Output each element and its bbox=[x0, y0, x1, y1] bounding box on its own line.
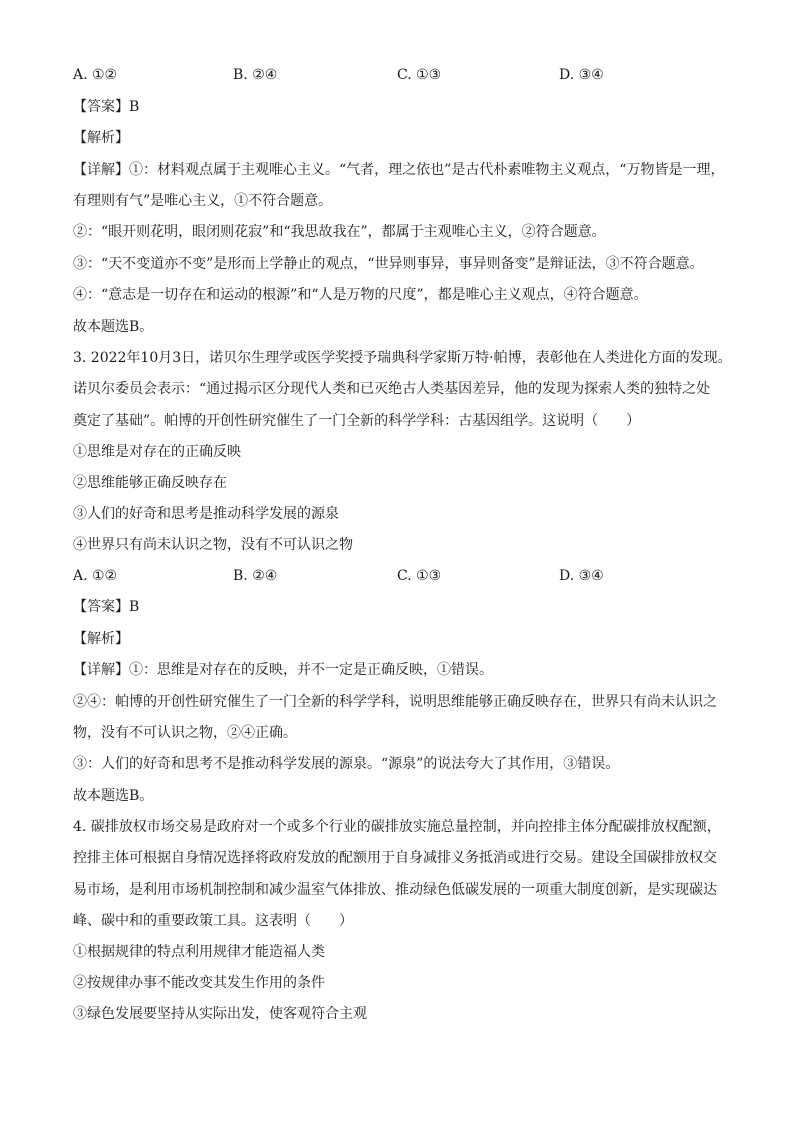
q3-analysis-heading: 【解析】 bbox=[73, 631, 129, 647]
q4-statement: ②按规律办事不能改变其发生作用的条件 bbox=[73, 975, 325, 991]
q3-statement: ④世界只有尚未认识之物，没有不可认识之物 bbox=[73, 537, 353, 553]
q4-stem-line: 峰、碳中和的重要政策工具。这表明（ ） bbox=[73, 913, 353, 929]
q2-detail-line: ③：“天不变道亦不变”是形而上学静止的观点，“世异则事异，事异则备变”是辩证法，③不符合题意。 bbox=[73, 256, 704, 272]
q3-stem-line: 奠定了基础”。帕博的开创性研究催生了一门全新的科学学科：古基因组学。这说明（ ） bbox=[73, 413, 641, 429]
q3-option-a: A. ①② bbox=[73, 568, 118, 584]
q2-detail-line: 有理则有气”是唯心主义，①不符合题意。 bbox=[73, 193, 333, 209]
q2-option-a: A. ①② bbox=[73, 67, 118, 83]
q4-stem-line: 4. 碳排放权市场交易是政府对一个或多个行业的碳排放实施总量控制，并向控排主体分配碳排放权配额， bbox=[73, 819, 721, 835]
q3-option-c: C. ①③ bbox=[397, 568, 442, 584]
q3-statement: ②思维能够正确反映存在 bbox=[73, 475, 227, 491]
q2-detail-line: ④：“意志是一切存在和运动的根源”和“人是万物的尺度”，都是唯心主义观点，④符合题意。 bbox=[73, 287, 648, 303]
q2-detail-line: 【详解】①：材料观点属于主观唯心主义。“气者，理之依也”是古代朴素唯物主义观点，“万物皆是一理， bbox=[73, 162, 725, 178]
q2-options bbox=[73, 66, 733, 84]
q3-statement: ①思维是对存在的正确反映 bbox=[73, 444, 241, 460]
q2-option-d: D. ③④ bbox=[559, 67, 604, 83]
q2-option-c: C. ①③ bbox=[397, 67, 442, 83]
q3-conclusion: 故本题选B。 bbox=[73, 788, 154, 804]
q3-options bbox=[73, 567, 733, 585]
q4-statement: ①根据规律的特点利用规律才能造福人类 bbox=[73, 944, 325, 960]
q4-stem-line: 易市场，是利用市场机制控制和减少温室气体排放、推动绿色低碳发展的一项重大制度创新，是实现碳达 bbox=[73, 882, 717, 898]
q3-answer: 【答案】B bbox=[73, 599, 140, 615]
q3-detail-line: ③：人们的好奇和思考不是推动科学发展的源泉。“源泉”的说法夸大了其作用，③错误。 bbox=[73, 756, 620, 772]
q2-answer: 【答案】B bbox=[73, 99, 140, 115]
q3-option-b: B. ②④ bbox=[233, 568, 278, 584]
q3-stem-line: 3. 2022年10月3日，诺贝尔生理学或医学奖授予瑞典科学家斯万特·帕博，表彰他在人类进化方面的发现。 bbox=[73, 350, 732, 366]
q2-analysis-heading: 【解析】 bbox=[73, 130, 129, 146]
q3-detail-line: ②④：帕博的开创性研究催生了一门全新的科学学科，说明思维能够正确反映存在，世界只有尚未认识之 bbox=[73, 694, 717, 710]
q3-statement: ③人们的好奇和思考是推动科学发展的源泉 bbox=[73, 506, 339, 522]
q3-detail-line: 物，没有不可认识之物，②④正确。 bbox=[73, 725, 297, 741]
q4-statement: ③绿色发展要坚持从实际出发，使客观符合主观 bbox=[73, 1006, 367, 1022]
q2-option-b: B. ②④ bbox=[233, 67, 278, 83]
q3-stem-line: 诺贝尔委员会表示：“通过揭示区分现代人类和已灭绝古人类基因差异，他的发现为探索人类的独特之处 bbox=[73, 381, 711, 397]
q3-detail-line: 【详解】①：思维是对存在的反映，并不一定是正确反映，①错误。 bbox=[73, 662, 493, 678]
q2-detail-line: ②：“眼开则花明，眼闭则花寂”和“我思故我在”，都属于主观唯心主义，②符合题意。 bbox=[73, 224, 606, 240]
q3-option-d: D. ③④ bbox=[559, 568, 604, 584]
q2-conclusion: 故本题选B。 bbox=[73, 319, 154, 335]
q4-stem-line: 控排主体可根据自身情况选择将政府发放的配额用于自身减排义务抵消或进行交易。建设全国碳排放权交 bbox=[73, 850, 717, 866]
